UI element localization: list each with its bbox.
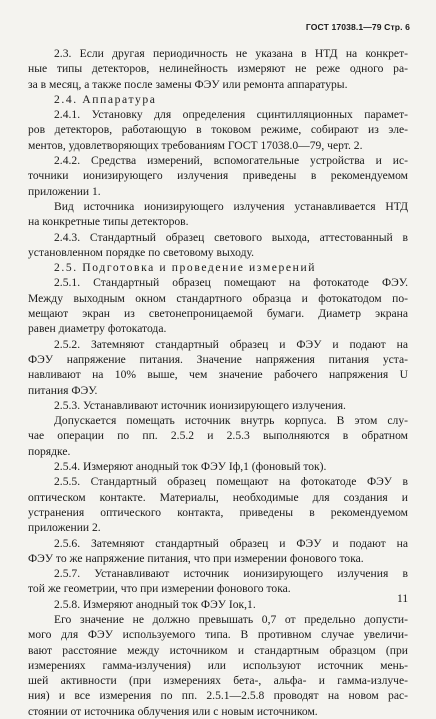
text-line: за в месяц, а также после замены ФЭУ или ремонта аппаратуры. <box>28 77 348 91</box>
text-line: 2.5.1. Стандартный образец помещают на фотокатоде ФЭУ. <box>54 276 408 290</box>
text-line: 2.4.2. Средства измерений, вспомогательные устройства и ис- <box>54 154 408 168</box>
text-line: Его значение не должно превышать 0,7 от предельно допусти- <box>54 612 408 626</box>
text-line: 2.5.3. Устанавливают источник ионизирующего излучения. <box>54 398 346 412</box>
text-line: 2.4.1. Установку для определения сцинтилляционных парамет- <box>54 108 408 122</box>
text-line: чае операции по пп. 2.5.2 и 2.5.3 выполняются в обратном <box>28 429 408 443</box>
text-line: равен диаметру фотокатода. <box>28 322 167 336</box>
text-line: приложении 2. <box>28 521 101 535</box>
text-line: мого для ФЭУ используемого типа. В противном случае увеличи- <box>28 628 408 642</box>
text-line: установленном порядке по световому выходу. <box>28 245 255 259</box>
text-line: 2.5.7. Устанавливают источник ионизирующего излучения в <box>54 567 408 581</box>
text-line: порядке. <box>28 444 71 458</box>
text-line: Между выходным окном стандартного образца и фотокатодом по- <box>28 291 408 305</box>
text-line: той же геометрии, что при измерении фонового тока. <box>28 582 291 596</box>
text-line: ФЭУ напряжение питания. Значение напряжения питания уста- <box>28 352 408 366</box>
text-line: ментов, удовлетворяющих требованиям ГОСТ 17038.0—79, черт. 2. <box>28 138 363 152</box>
text-line: измерениях гамма-излучения) или используют источник мень- <box>28 658 408 672</box>
text-line: 2.5. Подготовка и проведение измерений <box>54 261 317 275</box>
body-text <box>28 46 408 719</box>
text-line: питания ФЭУ. <box>28 383 98 397</box>
text-line: стоянии от источника облучения или с новым источником. <box>28 704 318 718</box>
text-line: вают расстояние между источником и стандартным образцом (при <box>28 643 408 657</box>
text-line: на конкретные типы детекторов. <box>28 215 189 229</box>
text-line: навливают на 10% выше, чем значение рабочего напряжения U <box>28 368 408 382</box>
text-line: ные типы детекторов, нелинейность измеряют не реже одного ра- <box>28 62 408 76</box>
text-line: Допускается помещать источник внутрь корпуса. В этом слу- <box>54 414 408 428</box>
text-line: Вид источника ионизирующего излучения устанавливается НТД <box>54 199 408 213</box>
text-line: шей активности (при измерениях бета-, альфа- и гамма-излуче- <box>28 674 408 688</box>
text-line: 2.5.5. Стандартный образец помещают на фотокатоде ФЭУ в <box>54 475 408 489</box>
text-line: ния) и все измерения по пп. 2.5.1—2.5.8 проводят на новом рас- <box>28 689 408 703</box>
text-line: ров детекторов, работающую в токовом режиме, собирают из эле- <box>28 123 408 137</box>
text-line: 2.5.2. Затемняют стандартный образец и ФЭУ и подают на <box>54 337 408 351</box>
text-line: оптическом контакте. Материалы, необходимые для создания и <box>28 490 408 504</box>
text-line: 2.5.8. Измеряют анодный ток ФЭУ Iок,1. <box>54 597 256 611</box>
text-line: приложении 1. <box>28 184 101 198</box>
page-number: 11 <box>397 593 409 605</box>
text-line: 2.5.4. Измеряют анодный ток ФЭУ Iф,1 (фоновый ток). <box>54 460 327 474</box>
text-line: 2.5.6. Затемняют стандартный образец и ФЭУ и подают на <box>54 536 408 550</box>
text-line: ФЭУ то же напряжение питания, что при измерении фонового тока. <box>28 551 364 565</box>
text-line: 2.3. Если другая периодичность не указана в НТД на конкрет- <box>54 47 408 60</box>
text-line: мещают экран из светонепроницаемой бумаги. Диаметр экрана <box>28 307 408 321</box>
text-line: 2.4. Аппаратура <box>54 92 157 106</box>
text-line: 2.4.3. Стандартный образец светового выхода, аттестованный в <box>54 230 408 244</box>
page-header: ГОСТ 17038.1—79 Стр. 6 <box>305 22 410 32</box>
text-line: устранения оптического контакта, приведены в рекомендуемом <box>28 505 408 519</box>
text-line: точники ионизирующего излучения приведены в рекомендуемом <box>28 169 408 183</box>
